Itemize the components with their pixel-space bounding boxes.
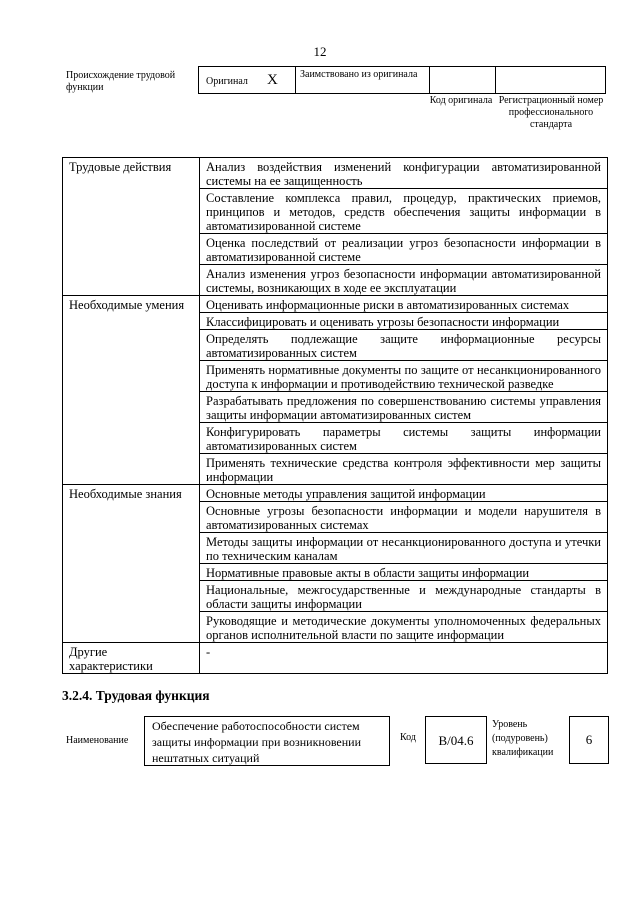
name-label: Наименование bbox=[66, 735, 129, 746]
category-cell: Необходимые знания bbox=[63, 485, 200, 643]
section-heading: 3.2.4. Трудовая функция bbox=[62, 688, 210, 703]
level-value: 6 bbox=[569, 716, 609, 764]
item-cell: Оценка последствий от реализации угроз безопасности информации в автоматизированной системе bbox=[200, 234, 608, 265]
category-cell: Необходимые умения bbox=[63, 296, 200, 485]
origin-label: Происхождение трудовой функции bbox=[66, 70, 176, 93]
item-cell: Национальные, межгосударственные и международные стандарты в области защиты информации bbox=[200, 581, 608, 612]
code-label: Код bbox=[400, 732, 416, 743]
item-cell: Руководящие и методические документы уполномоченных федеральных органов исполнительной власти по защите информации bbox=[200, 612, 608, 643]
code-value: B/04.6 bbox=[425, 716, 487, 764]
page-number: 12 bbox=[313, 44, 327, 59]
item-cell: Классифицировать и оценивать угрозы безопасности информации bbox=[200, 313, 608, 330]
item-cell: Применять нормативные документы по защите от несанкционированного доступа к информации и противодействию технической разведке bbox=[200, 361, 608, 392]
item-cell: Разрабатывать предложения по совершенствованию системы управления защиты информации автоматизированных систем bbox=[200, 392, 608, 423]
item-cell: Методы защиты информации от несанкционированного доступа и утечки по техническим каналам bbox=[200, 533, 608, 564]
item-cell: - bbox=[200, 643, 608, 674]
item-cell: Нормативные правовые акты в области защиты информации bbox=[200, 564, 608, 581]
code-original-cell bbox=[429, 67, 495, 93]
category-cell: Трудовые действия bbox=[63, 158, 200, 296]
table-row bbox=[63, 296, 608, 313]
origin-box bbox=[198, 66, 606, 94]
item-cell: Анализ воздействия изменений конфигурации автоматизированной системы на ее защищенность bbox=[200, 158, 608, 189]
item-cell: Применять технические средства контроля эффективности мер защиты информации bbox=[200, 454, 608, 485]
item-cell: Основные угрозы безопасности информации и модели нарушителя в автоматизированных системах bbox=[200, 502, 608, 533]
name-value: Обеспечение работоспособности систем защиты информации при возникновении нештатных ситуаций bbox=[144, 716, 390, 766]
level-label: Уровень (подуровень) квалификации bbox=[492, 719, 554, 758]
reg-number-cell bbox=[495, 67, 605, 93]
item-cell: Составление комплекса правил, процедур, практических приемов, принципов и методов, средств обеспечения защиты информации в автоматизированной системе bbox=[200, 189, 608, 234]
original-label: Оригинал bbox=[206, 76, 248, 87]
reg-number-label: Регистрационный номер профессионального стандарта bbox=[498, 95, 604, 130]
borrowed-label: Заимствовано из оригинала bbox=[300, 69, 418, 80]
borrowed-cell bbox=[295, 67, 429, 93]
item-cell: Анализ изменения угроз безопасности информации автоматизированной системы, возникающих в ходе ее эксплуатации bbox=[200, 265, 608, 296]
table-row bbox=[63, 158, 608, 189]
item-cell: Определять подлежащие защите информационные ресурсы автоматизированных систем bbox=[200, 330, 608, 361]
requirements-table bbox=[62, 157, 608, 674]
table-row bbox=[63, 485, 608, 502]
item-cell: Конфигурировать параметры системы защиты информации автоматизированных систем bbox=[200, 423, 608, 454]
item-cell: Основные методы управления защитой информации bbox=[200, 485, 608, 502]
code-original-label: Код оригинала bbox=[429, 95, 493, 106]
category-cell: Другие характеристики bbox=[63, 643, 200, 674]
item-cell: Оценивать информационные риски в автоматизированных системах bbox=[200, 296, 608, 313]
original-mark: X bbox=[267, 72, 278, 88]
table-row bbox=[63, 643, 608, 674]
